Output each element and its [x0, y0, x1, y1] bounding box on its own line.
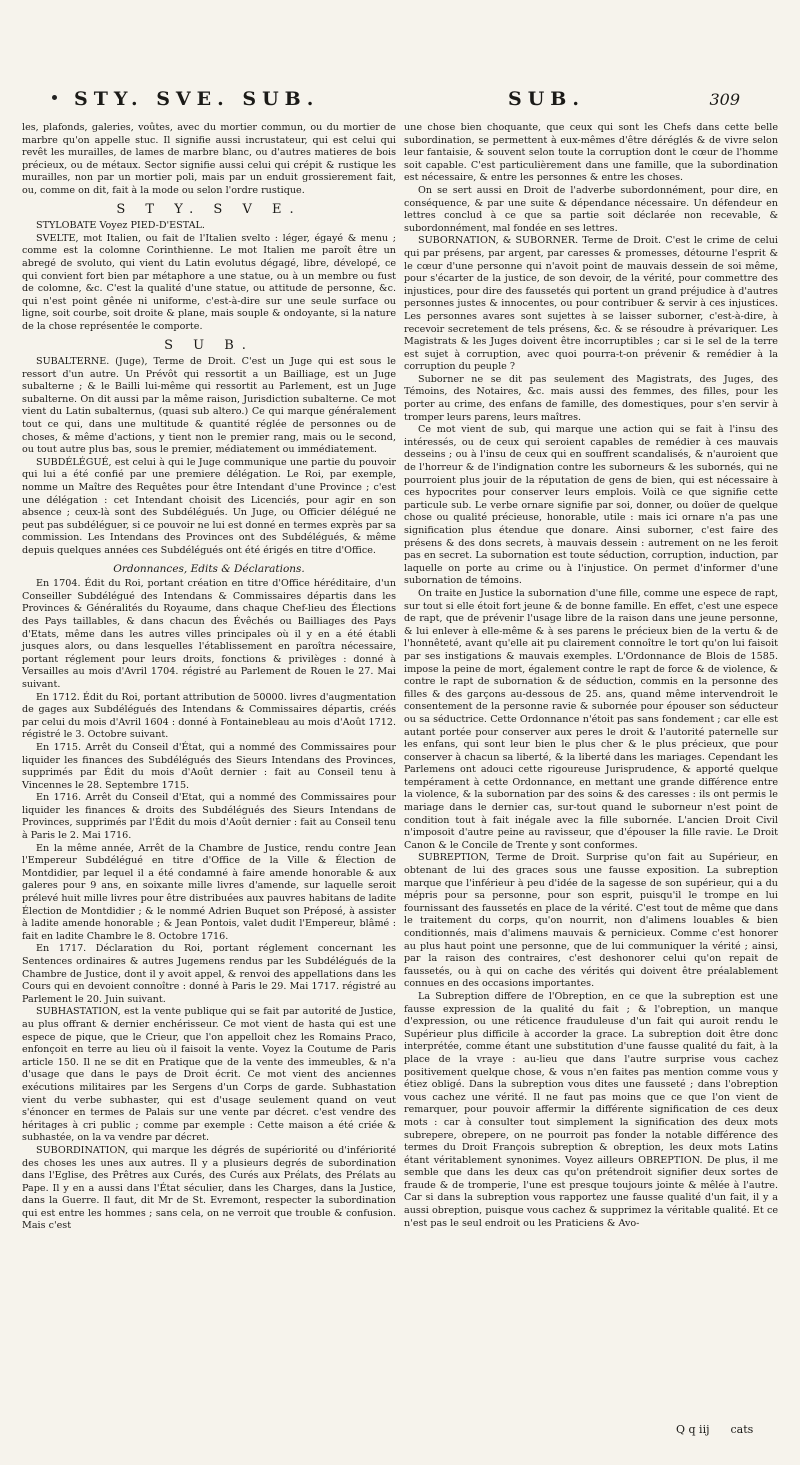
- signature-mark: [676, 1423, 753, 1436]
- paragraph: les, plafonds, galeries, voûtes, avec du mortier commun, ou du mortier de marbre qu'on appelle stuc. Il signifie aussi incrustateur, qui est celui qui revêt les murailles, de lames de marbre blanc, ou d'autres matieres de bois précieux, ou de métaux. Sector signifie aussi celui qui crépit & rustique les murailles, non par un mortier poli, mais par un enduit grossierement fait, ou, comme on dit, fait à la mode ou selon l'ordre rustique.: [22, 122, 396, 196]
- subsection-heading: Ordonnances, Edits & Déclarations.: [113, 562, 305, 575]
- printer-mark-icon: [52, 95, 57, 100]
- paragraph: Ce mot vient de sub, qui marque une action qui se fait à l'insu des intéressés, ou de ceux qui seroient capables de remédier à ces mauvais desseins ; ou à l'insu de ceux qui en souffrent scandalisés, & n'auroient que de l'horreur & de l'indignation contre les suborneurs & les subornés, qui ne pourroient plus jouir de la réputation de gens de bien, qui est nécessaire à ces hypocrites pour conserver leurs emplois. Voilà ce que signifie cette particule sub. Le verbe ornare signifie par soi, donner, ou doüer de quelque chose ou qualité précieuse, honorable, utile : mais ici ornare n'a pas une signification plus étendue que donare. Ainsi suborner, c'est faire des présens & des dons secrets, à mauvais dessein : autrement on ne les feroit pas en secret. La subornation est toute séduction, corruption, induction, par laquelle on porte au crime ou à l'injustice. On permet d'informer d'une subornation de témoins.: [404, 424, 778, 587]
- catchword: cats: [730, 1423, 754, 1436]
- right-column: [404, 122, 778, 1230]
- page-number: 309: [709, 90, 740, 109]
- paragraph: En la même année, Arrêt de la Chambre de Justice, rendu contre Jean l'Empereur Subdélégué en titre d'Office de la Ville & Élection de Montdidier, par lequel il a été condamné à faire amende honorable & aux galeres pour 9 ans, en soixante mille livres d'amende, sur laquelle seroit prélevé huit mille livres pour être distribuées aux pauvres habitans de ladite Élection de Montdidier ; & le nommé Adrien Buquet son Préposé, à assister à ladite amende honorable ; & Jean Pontois, valet dudit l'Empereur, blâmé : fait en ladite Chambre le 8. Octobre 1716.: [22, 842, 396, 942]
- signature-text: Q q iij: [676, 1423, 710, 1436]
- entry-subreption: SUBREPTION, Terme de Droit. Surprise qu'on fait au Supérieur, en obtenant de lui des graces sous une fausse exposition. La subreption marque que l'inférieur à peu d'idée de la sagesse de son supérieur, qui a du mépris pour sa personne, pour son esprit, puisqu'il le trompe en lui fournissant des faussetés en place de la vérité. C'est tout de même que dans le traitement du corps, qu'on nourrit, non d'alimens louables & bien conditionnés, mais d'alimens mauvais & pernicieux. Comme c'est honorer au plus haut point une personne, que de lui communiquer la vérité ; ainsi, par la raison des contraires, c'est deshonorer celui qu'on repait de faussetés, ou à qui on cache des vérités qui doivent être préalablement connues en des occasions importantes.: [404, 852, 778, 990]
- running-head-right: SUB.: [508, 88, 585, 110]
- paragraph: En 1704. Édit du Roi, portant création en titre d'Office héréditaire, d'un Conseiller Subdélégué des Intendans & Commissaires départis dans les Provinces & Généralités du Royaume, dans chaque Chef-lieu des Élections des Pays taillables, & dans chacun des Évêchés ou Bailliages des Pays d'Etats, même dans les autres villes principales où il y en a été établi jusques alors, ou dans lesquelles l'établissement en paroîtra nécessaire, portant réglement pour leurs droits, fonctions & privilèges : donné à Versailles au mois d'Avril 1704. régistré au Parlement de Rouen le 27. Mai suivant.: [22, 578, 396, 690]
- entry-subdelegue: SUBDÉLÉGUÉ, est celui à qui le Juge communique une partie du pouvoir qui lui a été confié par une premiere délégation. Le Roi, par exemple, nomme un Maître des Requêtes pour être Intendant d'une Province ; c'est une délégation : cet Intendant choisit des Licenciés, pour agir en son absence ; ceux-là sont des Subdélégués. Un Juge, ou Officier délégué ne peut pas subdéléguer, si ce pouvoir ne lui est donné en termes exprès par sa commission. Les Intendans des Provinces ont des Subdélégués, & même depuis quelques années ces Subdélégués ont été érigés en titre d'Office.: [22, 456, 396, 556]
- entry-subordination: SUBORDINATION, qui marque les dégrés de supériorité ou d'infériorité des choses les unes aux autres. Il y a plusieurs degrés de subordination dans l'Eglise, des Prêtres aux Curés, des Curés aux Prélats, des Prélats au Pape. Il y en a aussi dans l'État séculier, dans les Charges, dans la Justice, dans la Guerre. Il faut, dit Mr de St. Evremont, respecter la subordination qui est entre les hommes ; sans cela, on ne verroit que trouble & confusion. Mais c'est: [22, 1144, 396, 1232]
- paragraph: On se sert aussi en Droit de l'adverbe subordonnément, pour dire, en conséquence, & par une suite & dépendance nécessaire. Un défendeur en lettres conclud à ce que sa partie soit déclarée non recevable, & subordonnément, mal fondée en ses lettres.: [404, 184, 778, 234]
- entry-subalterne: SUBALTERNE. (Juge), Terme de Droit. C'est un Juge qui est sous le ressort d'un autre. Un Prévôt qui ressortit a un Bailliage, est un Juge subalterne ; & le Bailli lui-même qui ressortit au Parlement, est un Juge subalterne. On dit aussi par la même raison, Jurisdiction subalterne. Ce mot vient du Latin subalternus, (quasi sub altero.) Ce qui marque généralement tout ce qui, dans une multitude & quantité réglée de personnes ou de choses, & même d'actions, y tient non le premier rang, mais ou le second, ou tout autre plus bas, sous le premier, médiatement ou immédiatement.: [22, 356, 396, 456]
- paragraph: En 1715. Arrêt du Conseil d'État, qui a nommé des Commissaires pour liquider les finances des Subdélégués des Sieurs Intendans des Provinces, supprimés par Édit du mois d'Août dernier : fait au Conseil tenu à Vincennes le 28. Septembre 1715.: [22, 741, 396, 791]
- entry-stylobate: STYLOBATE Voyez PIED-D'ESTAL.: [36, 220, 205, 232]
- paragraph: En 1712. Édit du Roi, portant attribution de 50000. livres d'augmentation de gages aux Subdélégués des Intendans & Commissaires départis, créés par celui du mois d'Avril 1604 : donné à Fontainebleau au mois d'Août 1712. régistré le 3. Octobre suivant.: [22, 691, 396, 741]
- entry-subornation: SUBORNATION, & SUBORNER. Terme de Droit. C'est le crime de celui qui par présens, par argent, par caresses & promesses, détourne l'esprit & le cœur d'une personne qui n'avoit point de mauvais dessein de soi même, pour s'écarter de la justice, de son devoir, de la vérité, pour commettre des injustices, pour dire des faussetés qui portent un grand préjudice à d'autres personnes justes & innocentes, ou pour contribuer & servir à ces injustices. Les personnes avares sont sujettes à se laisser suborner, c'est-à-dire, à recevoir secretement de tels présens, &c. & se résoudre à prévariquer. Les Magistrats & les Juges doivent être incorruptibles ; car si le sel de la terre est sujet à corruption, avec quoi pourra-t-on prévenir & remédier à la corruption du peuple ?: [404, 235, 778, 373]
- paragraph: En 1716. Arrêt du Conseil d'Etat, qui a nommé des Commissaires pour liquider les finances & droits des Subdélégués des Sieurs Intendans de Provinces, supprimés par l'Édit du mois d'Août dernier : fait au Conseil tenu à Paris le 2. Mai 1716.: [22, 792, 396, 842]
- paragraph: On traite en Justice la subornation d'une fille, comme une espece de rapt, sur tout si elle étoit fort jeune & de bonne famille. En effet, c'est une espece de rapt, que de prévenir l'usage libre de la raison dans une jeune personne, & lui enlever à elle-même & à ses parens le précieux bien de la vertu & de l'honnêteté, avant qu'elle ait pu clairement connoître le tort qu'on lui faisoit par ses instigations & mauvais exemples. L'Ordonnance de Blois de 1585. impose la peine de mort, également contre le rapt de force & de violence, & contre le rapt de subornation & de séduction, commis en la personne des filles & des garçons au-dessous de 25. ans, quand même intervendroit le consentement de la personne ravie & subornée pour épouser son séducteur ou sa séductrice. Cette Ordonnance n'étoit pas sans fondement ; car elle est autant portée pour conserver aux peres le droit & l'autorité paternelle sur les enfans, qui sont leur bien le plus cher & le plus précieux, que pour conserver à chacun sa liberté, & la liberté dans les mariages. Cependant les Parlemens ont adouci cette rigoureuse Jurisprudence, & apporté quelque tempérament à cette Ordonnance, en mettant une grande différence entre la violence, & la subornation par des soins & des caresses : ils ont permis le mariage dans le dernier cas, sur-tout quand le suborneur n'est point de condition tout à fait inégale avec la fille subornée. L'ancien Droit Civil n'imposoit d'autre peine au ravisseur, que d'épouser la fille ravie. Le Droit Canon & le Concile de Trente y sont conformes.: [404, 587, 778, 851]
- entry-svelte: SVELTE, mot Italien, ou fait de l'Italien svelto : léger, égayé & menu ; comme est la colomne Corinthienne. Le mot Italien me paroît être un abregé de svoluto, qui vient du Latin evolutus dégagé, libre, dévelopé, ce qui convient fort bien par métaphore a une statue, ou à un membre ou fust de colomne, &c. C'est la qualité d'une statue, ou attitude de personne, &c. qui n'est point gênée ni uniforme, c'est-à-dire sur une seule surface ou ligne, soit courbe, soit droite & plane, mais souple & ondoyante, si la nature de la chose représentée le comporte.: [22, 232, 396, 332]
- paragraph: La Subreption differe de l'Obreption, en ce que la subreption est une fausse expression de la qualité du fait ; & l'obreption, un manque d'expression, ou une réticence frauduleuse d'un fait qui auroit rendu le Supérieur plus difficile à accorder la grace. La subreption doit être donc interprétée, comme étant une substitution d'une fausse qualité du fait, à la place de la vraye : au-lieu que dans l'autre surprise vous cachez positivement quelque chose, & vous n'en faites pas mention comme vous y étiez obligé. Dans la subreption vous dites une fausseté ; dans l'obreption vous cachez une vérité. Il ne faut pas moins que ce que l'on vient de remarquer, pour pouvoir affermir la différente signification de ces deux mots : car à consulter tout simplement la signification des deux mots subrepere, obrepere, on ne pourroit pas fonder la notable différence des termes du Droit François subreption & obreption, les deux mots Latins étant véritablement synonimes. Voyez ailleurs OBREPTION. De plus, il me semble que dans les deux cas qu'on prétendroit signifier deux sortes de fraude & de tromperie, l'une est presque toujours jointe & mêlée à l'autre. Car si dans la subreption vous rapportez une fausse qualité d'un fait, il y a aussi obreption, puisque vous cachez & supprimez la véritable qualité. Et ce n'est pas le seul endroit ou les Praticiens & Avo-: [404, 990, 778, 1229]
- left-column: [22, 122, 396, 1233]
- paragraph: une chose bien choquante, que ceux qui sont les Chefs dans cette belle subordination, se permettent à eux-mêmes d'être déréglés & de vivre selon leur fantaisie, & souvent selon toute la corruption dont le cœur de l'homme soit capable. C'est particulièrement dans une famille, que la subordination est nécessaire, & entre les personnes & entre les choses.: [404, 122, 778, 184]
- section-heading: S T Y. S V E.: [116, 201, 302, 217]
- paragraph: Suborner ne se dit pas seulement des Magistrats, des Juges, des Témoins, des Notaires, &c. mais aussi des femmes, des filles, pour les porter au crime, des enfans de famille, des domestiques, pour s'en servir à tromper leurs parens, leurs maîtres.: [404, 373, 778, 423]
- entry-subhastation: SUBHASTATION, est la vente publique qui se fait par autorité de Justice, au plus offrant & dernier enchérisseur. Ce mot vient de hasta qui est une espece de pique, que le Crieur, que l'on appelloit chez les Romains Praco, enfonçoit en terre au lieu où il faisoit la vente. Voyez la Coutume de Paris article 150. Il ne se dit en Pratique que de la vente des immeubles, & n'a d'usage que dans le pays de Droit écrit. Ce mot vient des anciennes exécutions militaires par les Sergens d'un Corps de garde. Subhastation vient du verbe subhaster, qui est d'usage seulement quand on veut s'énoncer en termes de Palais sur une vente par décret. c'est vendre des héritages à cri public ; comme par exemple : Cette maison a été criée & subhastée, on la va vendre par décret.: [22, 1006, 396, 1144]
- paragraph: En 1717. Déclaration du Roi, portant réglement concernant les Sentences ordinaires & autres Jugemens rendus par les Subdélégués de la Chambre de Justice, dont il y avoit appel, & renvoi des appellations dans les Cours qui en devoient connoître : donné à Paris le 29. Mai 1717. régistré au Parlement le 20. Juin suivant.: [22, 943, 396, 1005]
- section-heading: S U B.: [164, 337, 254, 353]
- running-head-left: STY. SVE. SUB.: [74, 88, 320, 110]
